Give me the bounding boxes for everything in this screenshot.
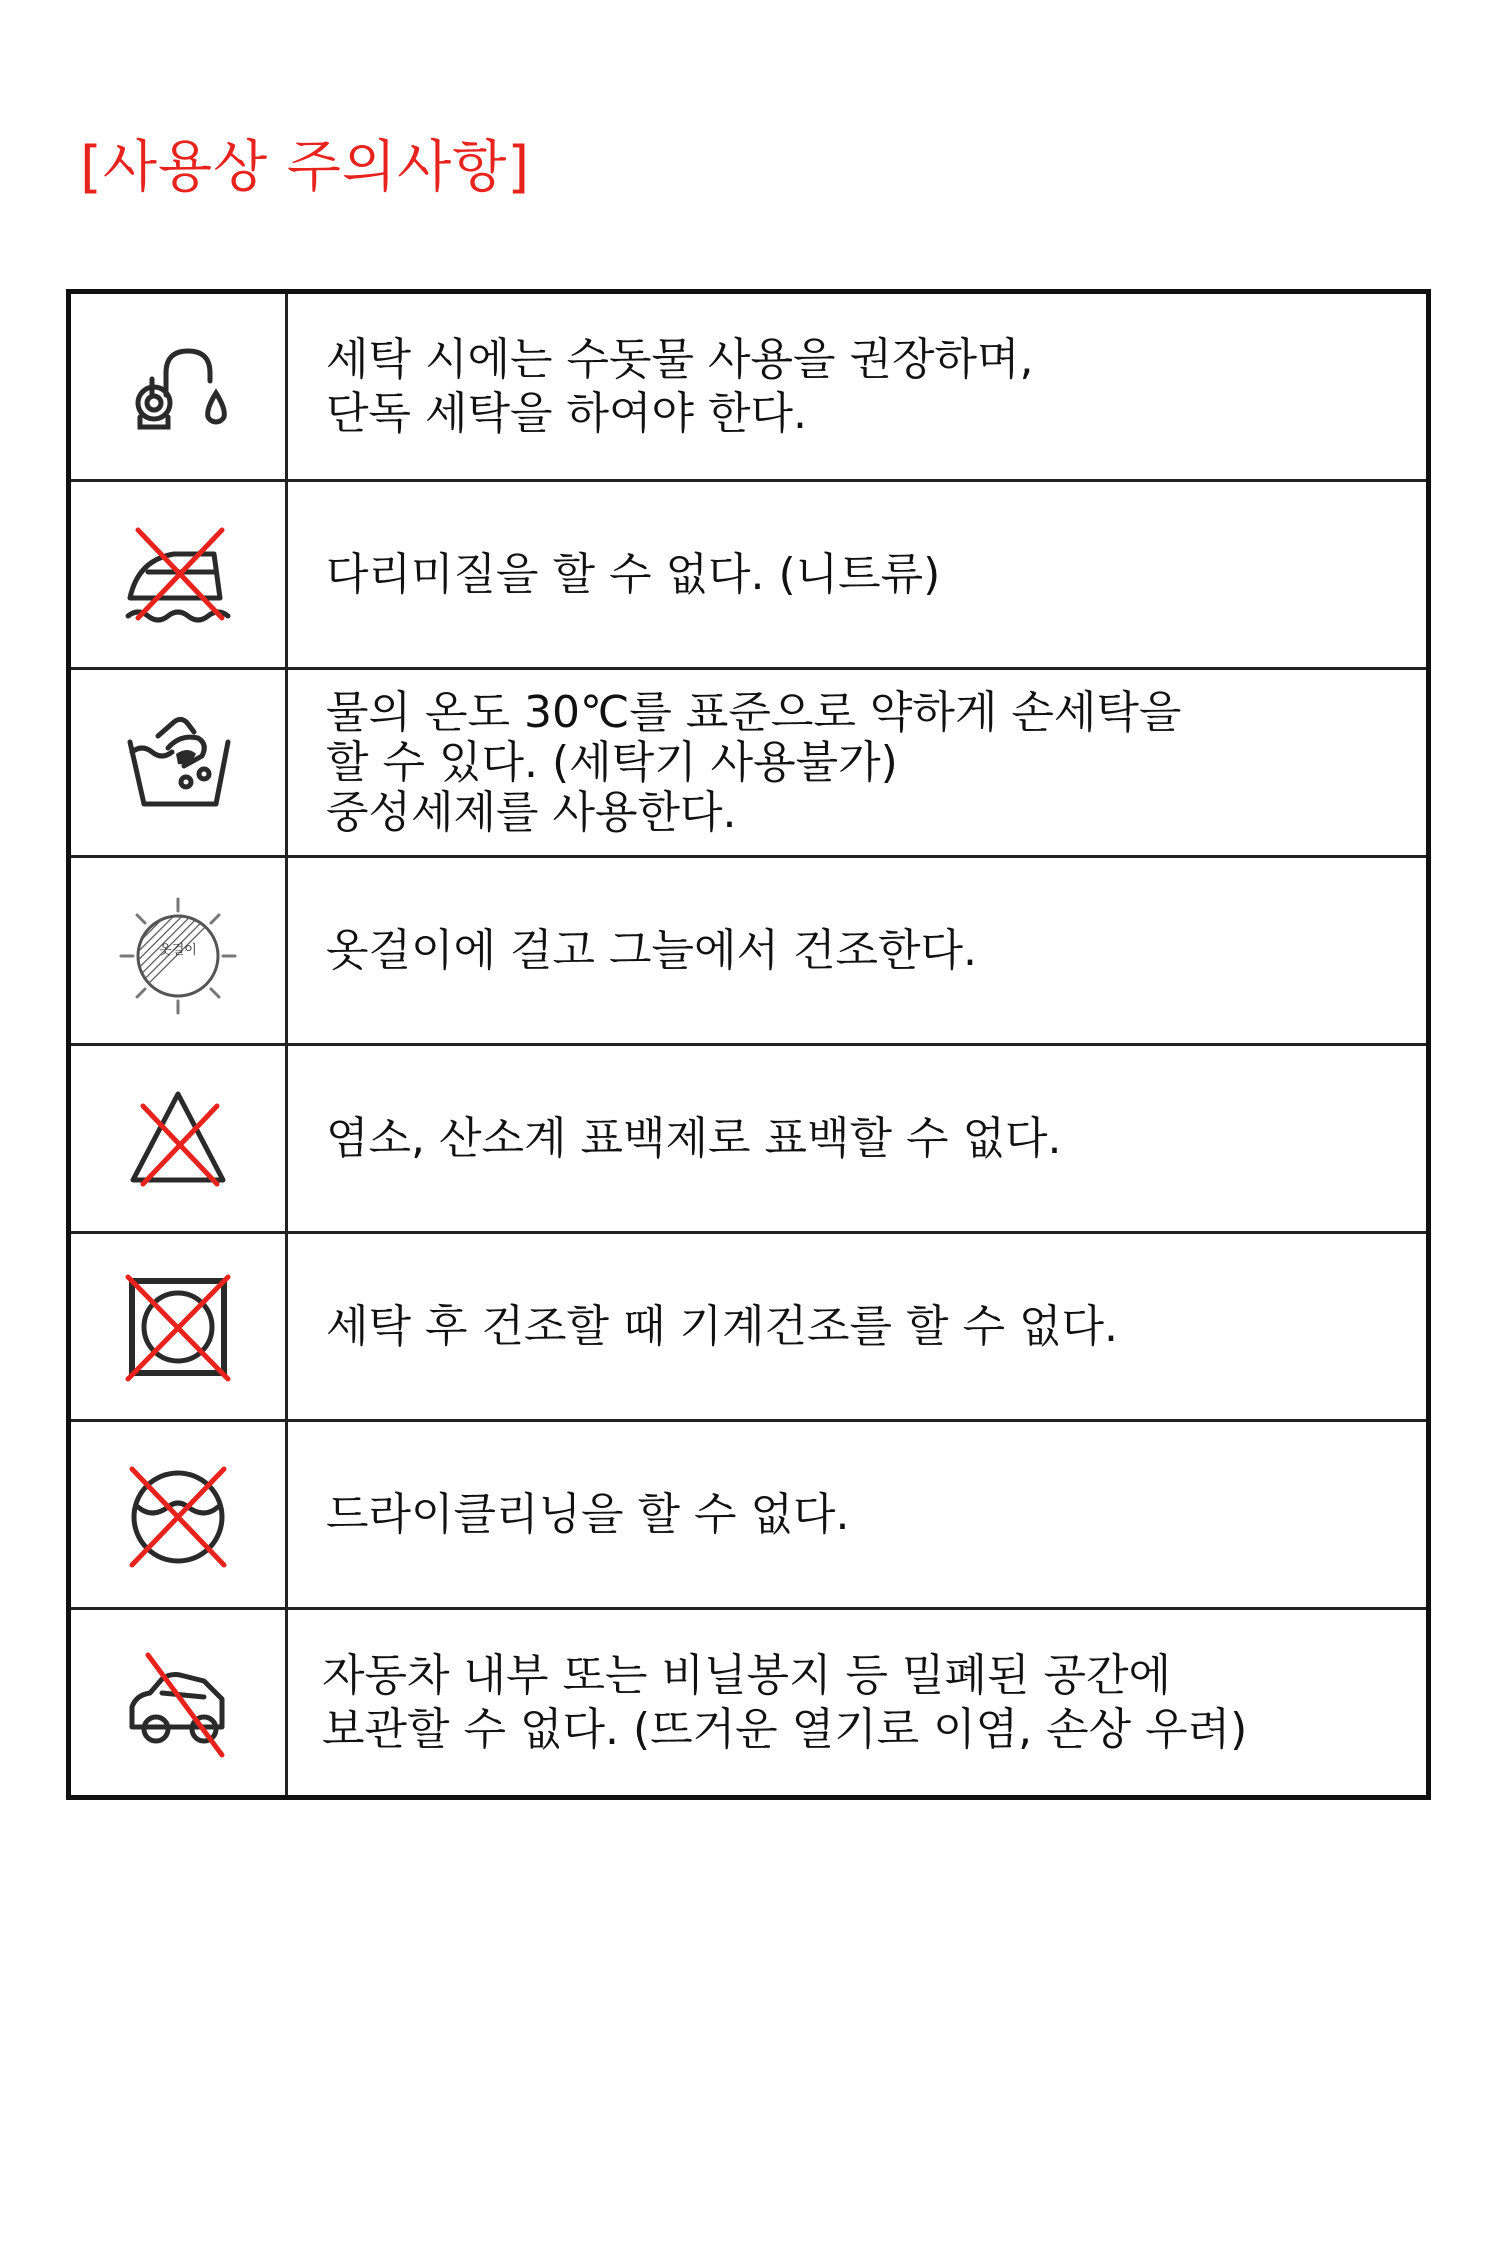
page-title: [사용상 주의사항]	[80, 135, 531, 200]
table-row	[69, 1233, 1429, 1421]
hanger-label: 옷걸이	[159, 942, 197, 958]
instruction-text: 염소, 산소계 표백제로 표백할 수 없다.	[287, 1045, 1429, 1233]
table-row	[69, 1045, 1429, 1233]
instruction-text: 자동차 내부 또는 비닐봉지 등 밀폐된 공간에 보관할 수 없다. (뜨거운 열기로 이염, 손상 우려)	[287, 1609, 1429, 1798]
table-row	[69, 1609, 1429, 1798]
hand-wash-icon	[118, 708, 238, 818]
instruction-text: 옷걸이에 걸고 그늘에서 건조한다.	[287, 857, 1429, 1045]
no-iron-icon	[118, 520, 238, 630]
instruction-text: 드라이클리닝을 할 수 없다.	[287, 1421, 1429, 1609]
table-row	[69, 292, 1429, 481]
table-row	[69, 857, 1429, 1045]
no-dry-clean-icon	[118, 1455, 238, 1575]
instruction-text: 다리미질을 할 수 없다. (니트류)	[287, 481, 1429, 669]
no-tumble-dry-icon	[118, 1267, 238, 1387]
care-instructions-table	[66, 289, 1431, 1800]
faucet-icon	[118, 337, 238, 437]
instruction-text: 세탁 후 건조할 때 기계건조를 할 수 없다.	[287, 1233, 1429, 1421]
hang-dry-shade-icon	[113, 891, 243, 1011]
no-car-storage-icon	[118, 1643, 238, 1763]
instruction-text: 물의 온도 30℃를 표준으로 약하게 손세탁을 할 수 있다. (세탁기 사용불가) 중성세제를 사용한다.	[287, 669, 1429, 857]
table-row	[69, 669, 1429, 857]
table-row	[69, 481, 1429, 669]
no-bleach-icon	[123, 1084, 233, 1194]
instruction-text: 세탁 시에는 수돗물 사용을 권장하며, 단독 세탁을 하여야 한다.	[287, 292, 1429, 481]
table-row	[69, 1421, 1429, 1609]
